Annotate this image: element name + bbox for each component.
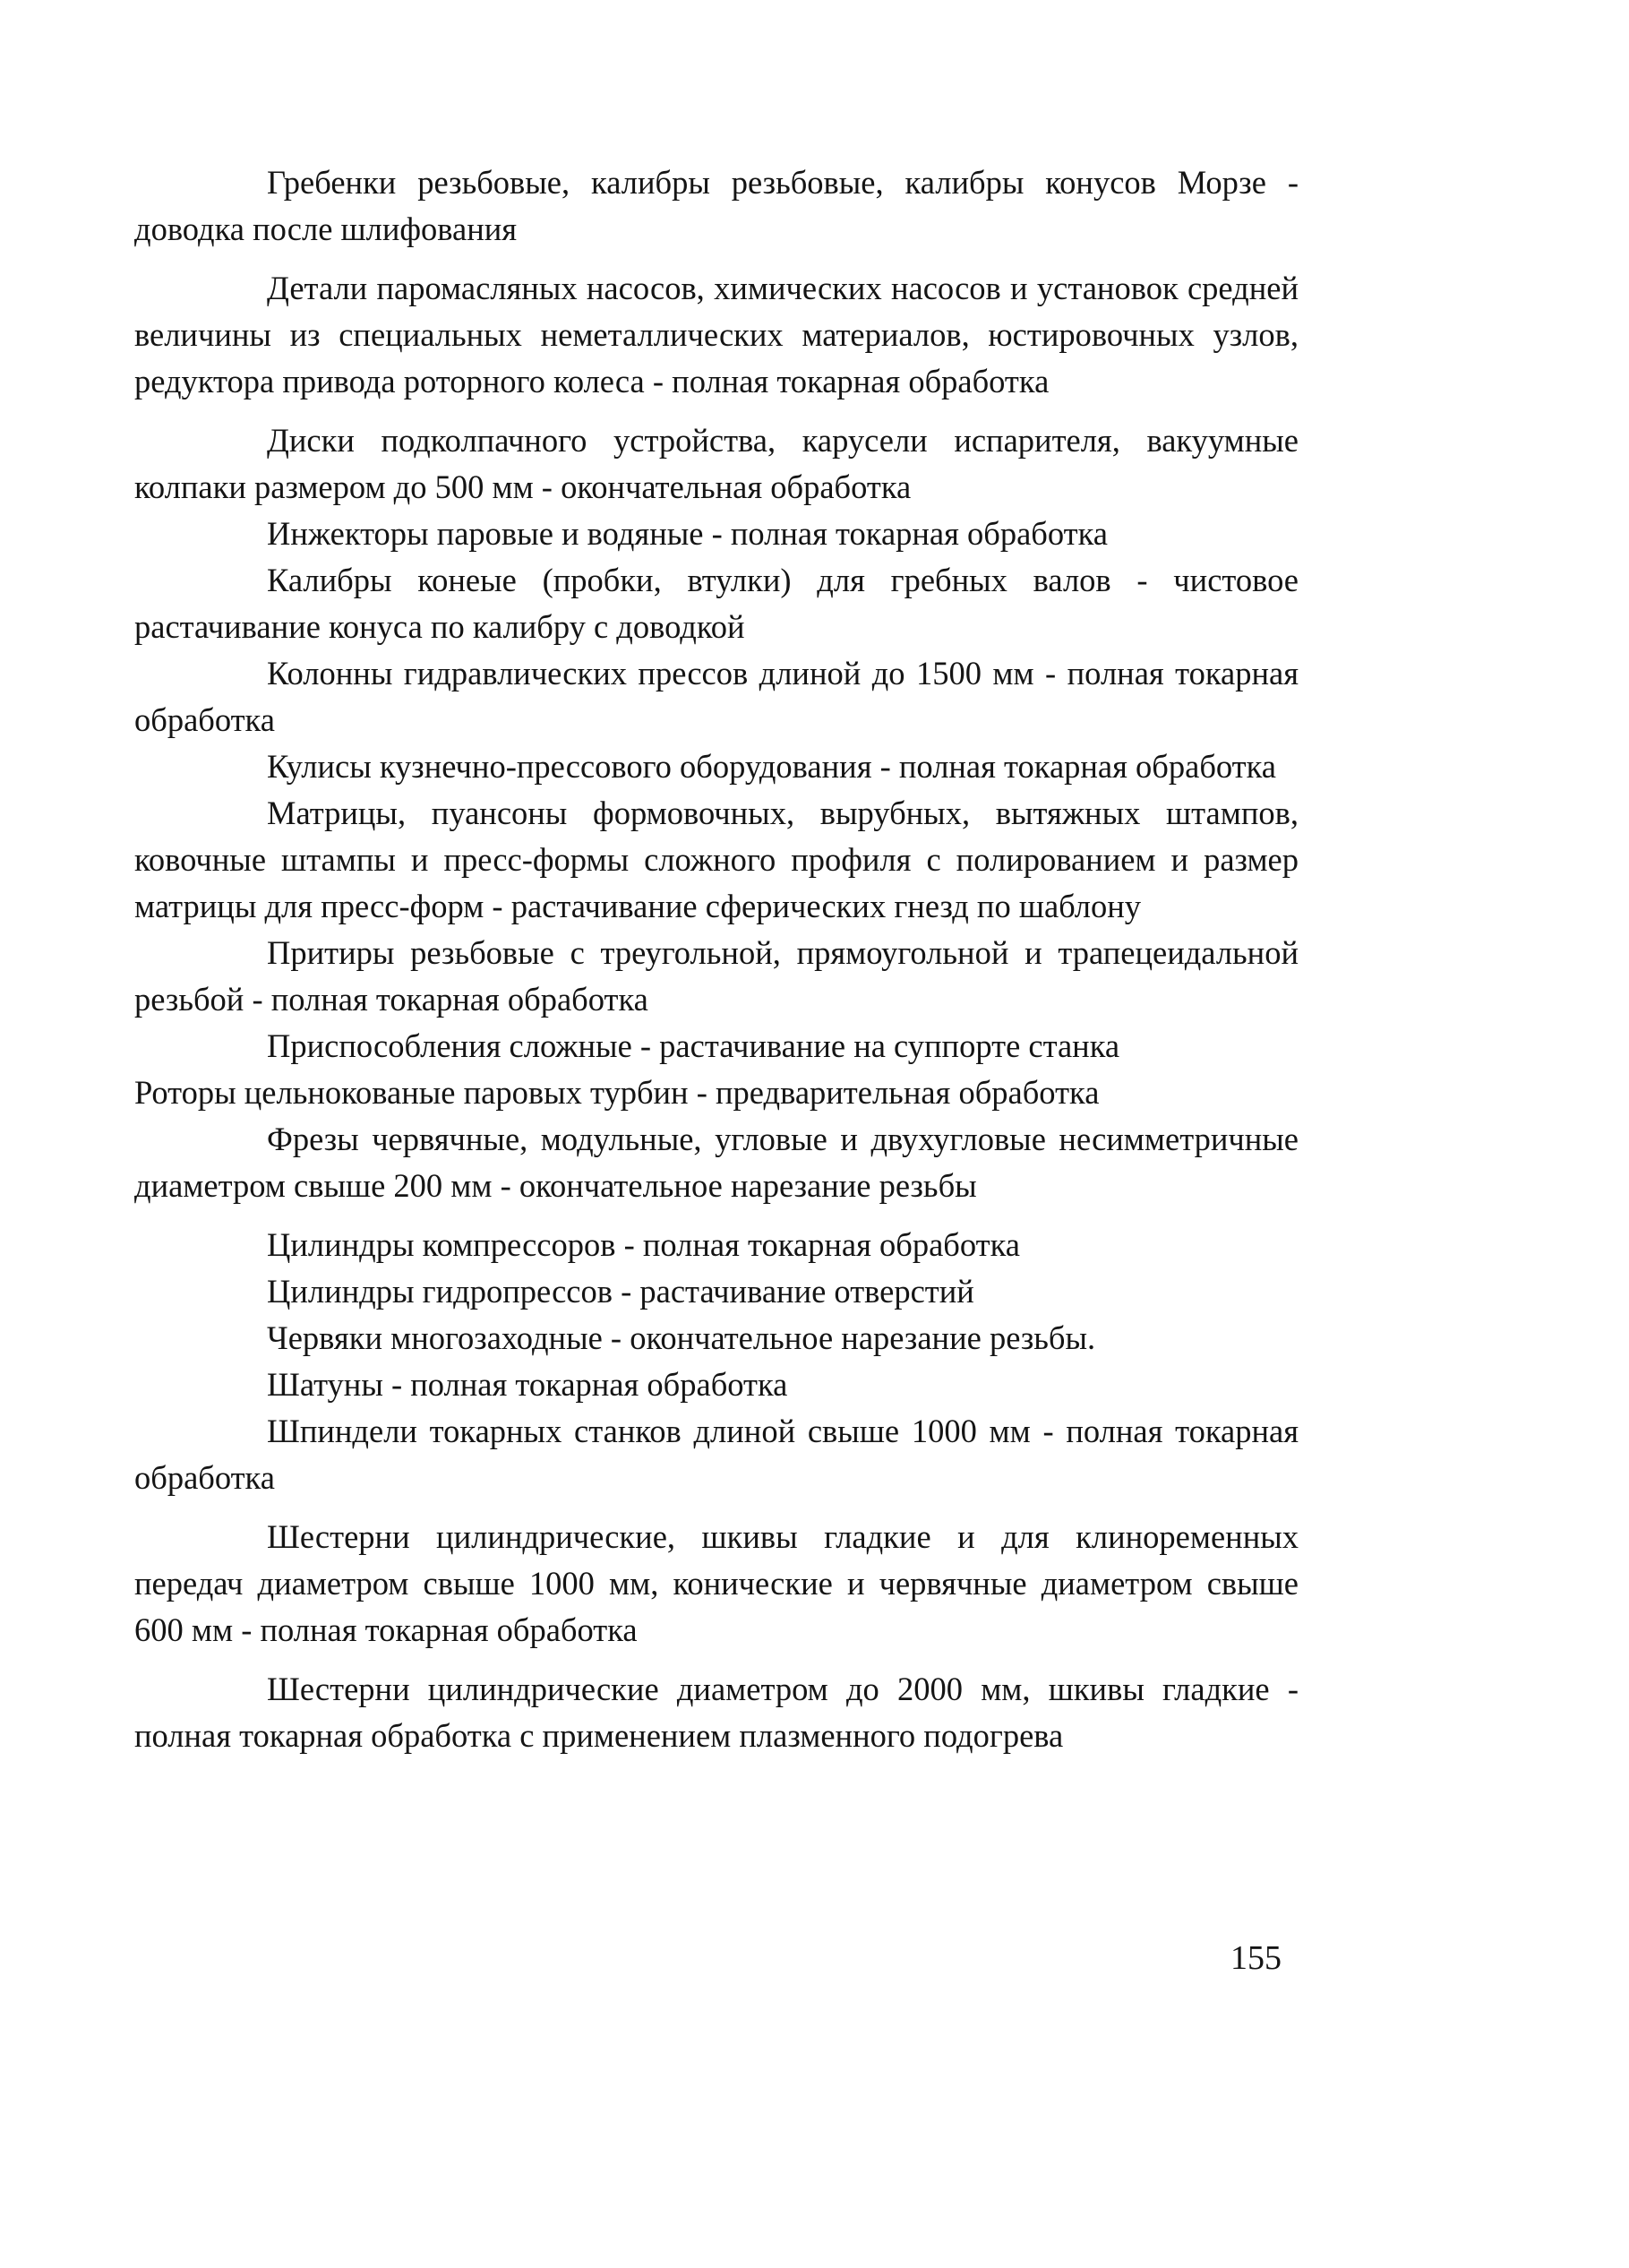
paragraph-combs-gauges: Гребенки резьбовые, калибры резьбовые, калибры конусов Морзе - доводка после шлифования bbox=[134, 164, 1299, 247]
paragraph-pump-parts: Детали паромасляных насосов, химических насосов и установок средней величины из специальных неметаллических материалов, юстировочных узлов, редуктора привода роторного колеса - полная токарная обработка bbox=[134, 270, 1299, 399]
paragraph-turbine-rotors: Роторы цельнокованые паровых турбин - предварительная обработка bbox=[134, 1074, 1100, 1111]
paragraph-compressor-cylinders: Цилиндры компрессоров - полная токарная обработка bbox=[267, 1226, 1020, 1263]
paragraph-hob-cutters: Фрезы червячные, модульные, угловые и двухугловые несимметричные диаметром свыше 200 мм - окончательное нарезание резьбы bbox=[134, 1121, 1299, 1204]
paragraph-gears-plasma: Шестерни цилиндрические диаметром до 2000 мм, шкивы гладкие - полная токарная обработка с применением плазменного подогрева bbox=[134, 1671, 1299, 1754]
paragraph-lathe-spindles: Шпиндели токарных станков длиной свыше 1000 мм - полная токарная обработка bbox=[134, 1413, 1299, 1496]
paragraph-cone-gauges: Калибры конеые (пробки, втулки) для гребных валов - чистовое растачивание конуса по калибру с доводкой bbox=[134, 562, 1299, 645]
paragraph-multistart-worms: Червяки многозаходные - окончательное нарезание резьбы. bbox=[267, 1319, 1096, 1356]
page-number: 155 bbox=[1230, 1939, 1282, 1977]
paragraph-gears-pulleys: Шестерни цилиндрические, шкивы гладкие и для клиноременных передач диаметром свыше 1000 мм, конические и червячные диаметром свыше 600 мм - полная токарная обработка bbox=[134, 1518, 1299, 1648]
paragraph-hydropress-cylinders: Цилиндры гидропрессов - растачивание отверстий bbox=[267, 1273, 974, 1310]
paragraph-connecting-rods: Шатуны - полная токарная обработка bbox=[267, 1366, 788, 1403]
paragraph-forging-links: Кулисы кузнечно-прессового оборудования - полная токарная обработка bbox=[267, 748, 1276, 785]
paragraph-dies-punches: Матрицы, пуансоны формовочных, вырубных, вытяжных штампов, ковочные штампы и пресс-формы сложного профиля с полированием и размер матрицы для пресс-форм - растачивание сферических гнезд по шаблону bbox=[134, 795, 1299, 924]
paragraph-complex-fixtures: Приспособления сложные - растачивание на суппорте станка bbox=[267, 1027, 1120, 1064]
document-body bbox=[134, 159, 1299, 1759]
paragraph-press-columns: Колонны гидравлических прессов длиной до 1500 мм - полная токарная обработка bbox=[134, 655, 1299, 738]
paragraph-injectors: Инжекторы паровые и водяные - полная токарная обработка bbox=[267, 515, 1108, 552]
paragraph-discs-carousels: Диски подколпачного устройства, карусели испарителя, вакуумные колпаки размером до 500 мм - окончательная обработка bbox=[134, 422, 1299, 505]
paragraph-threaded-laps: Притиры резьбовые с треугольной, прямоугольной и трапецеидальной резьбой - полная токарная обработка bbox=[134, 934, 1299, 1018]
